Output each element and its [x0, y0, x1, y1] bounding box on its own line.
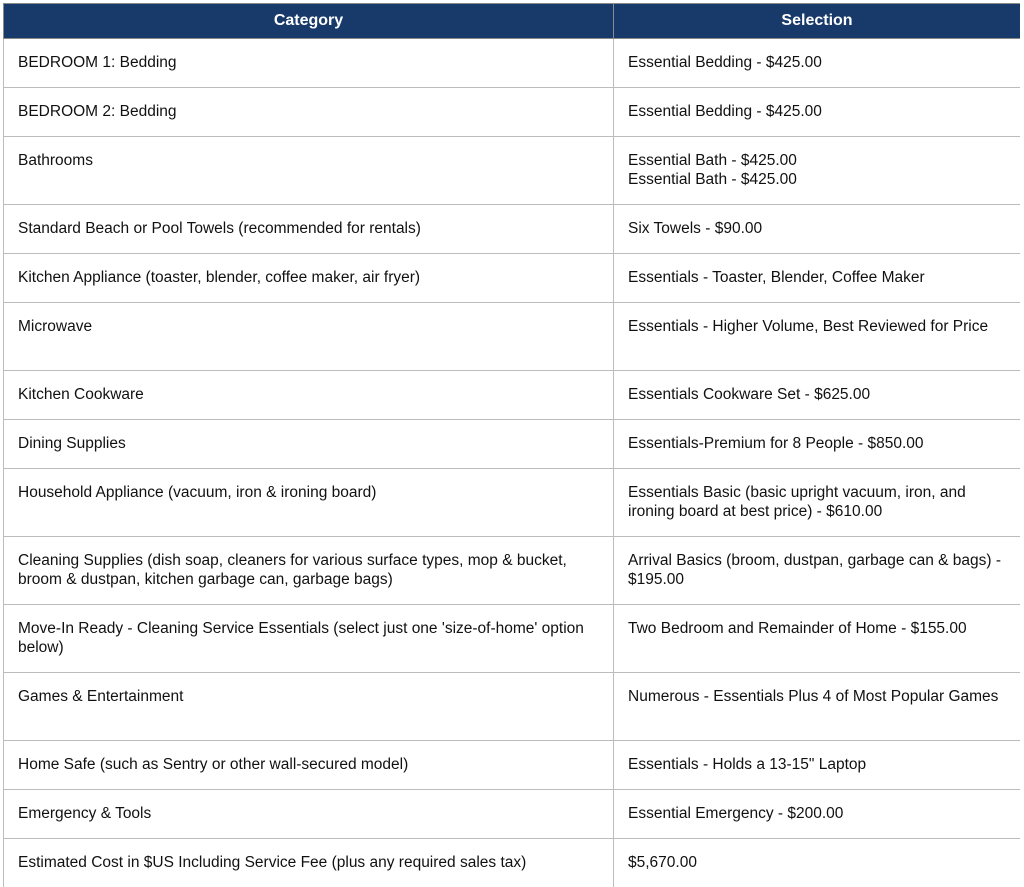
selection-line: Essentials - Toaster, Blender, Coffee Maker — [628, 269, 925, 286]
selection-line: Arrival Basics (broom, dustpan, garbage can & bags) - $195.00 — [628, 552, 1002, 588]
table-row — [4, 673, 1021, 741]
selection-cell — [614, 371, 1021, 420]
selection-line: Six Towels - $90.00 — [628, 220, 763, 237]
selection-cell — [614, 605, 1021, 673]
selection-cell — [614, 673, 1021, 741]
selection-table — [3, 3, 1020, 887]
selection-cell — [614, 88, 1021, 137]
selection-line: Essentials - Holds a 13-15" Laptop — [628, 756, 867, 773]
total-amount: $5,670.00 — [628, 854, 697, 871]
table-row — [4, 420, 1021, 469]
selection-line: Two Bedroom and Remainder of Home - $155.00 — [628, 620, 967, 637]
table-row — [4, 839, 1021, 887]
category-cell: Standard Beach or Pool Towels (recommended for rentals) — [4, 205, 614, 254]
category-cell: Games & Entertainment — [4, 673, 614, 741]
table-row — [4, 605, 1021, 673]
table-row — [4, 303, 1021, 371]
category-cell: Microwave — [4, 303, 614, 371]
selection-cell — [614, 420, 1021, 469]
selection-line: Numerous - Essentials Plus 4 of Most Popular Games — [628, 688, 999, 705]
table-row — [4, 88, 1021, 137]
selection-line: Essential Emergency - $200.00 — [628, 805, 844, 822]
table-row — [4, 469, 1021, 537]
table-row — [4, 790, 1021, 839]
table-row — [4, 537, 1021, 605]
table-header-row — [4, 4, 1021, 39]
category-cell: Household Appliance (vacuum, iron & ironing board) — [4, 469, 614, 537]
category-cell: Bathrooms — [4, 137, 614, 205]
table-row — [4, 254, 1021, 303]
selection-line: Essentials - Higher Volume, Best Reviewed for Price — [628, 318, 989, 335]
category-cell: Kitchen Appliance (toaster, blender, coffee maker, air fryer) — [4, 254, 614, 303]
selection-line: Essential Bath - $425.00 — [628, 152, 797, 169]
total-category-cell: Estimated Cost in $US Including Service Fee (plus any required sales tax) — [4, 839, 614, 887]
table-row — [4, 39, 1021, 88]
selection-line: Essential Bedding - $425.00 — [628, 103, 822, 120]
category-cell: Cleaning Supplies (dish soap, cleaners for various surface types, mop & bucket, broom & dustpan, kitchen garbage can, garbage bags) — [4, 537, 614, 605]
selection-line: Essential Bedding - $425.00 — [628, 54, 822, 71]
category-cell: Kitchen Cookware — [4, 371, 614, 420]
total-selection-cell — [614, 839, 1021, 887]
table-row — [4, 137, 1021, 205]
selection-line: Essentials-Premium for 8 People - $850.00 — [628, 435, 924, 452]
category-cell: Dining Supplies — [4, 420, 614, 469]
category-cell: BEDROOM 2: Bedding — [4, 88, 614, 137]
selection-cell — [614, 469, 1021, 537]
category-cell: Home Safe (such as Sentry or other wall-secured model) — [4, 741, 614, 790]
selection-cell — [614, 537, 1021, 605]
selection-cell — [614, 790, 1021, 839]
category-cell: Emergency & Tools — [4, 790, 614, 839]
selection-line: Essentials Basic (basic upright vacuum, iron, and ironing board at best price) - $610.00 — [628, 484, 966, 520]
selection-cell — [614, 741, 1021, 790]
table-row — [4, 205, 1021, 254]
category-cell: Move-In Ready - Cleaning Service Essentials (select just one 'size-of-home' option below) — [4, 605, 614, 673]
selection-cell — [614, 137, 1021, 205]
selection-cell — [614, 254, 1021, 303]
selection-line: Essentials Cookware Set - $625.00 — [628, 386, 871, 403]
selection-cell — [614, 205, 1021, 254]
table-row — [4, 741, 1021, 790]
category-cell: BEDROOM 1: Bedding — [4, 39, 614, 88]
table-row — [4, 371, 1021, 420]
selection-cell — [614, 303, 1021, 371]
selection-column-header: Selection — [614, 4, 1021, 39]
category-column-header: Category — [4, 4, 614, 39]
selection-cell — [614, 39, 1021, 88]
selection-line: Essential Bath - $425.00 — [628, 171, 797, 188]
selection-table-container — [3, 3, 1020, 887]
